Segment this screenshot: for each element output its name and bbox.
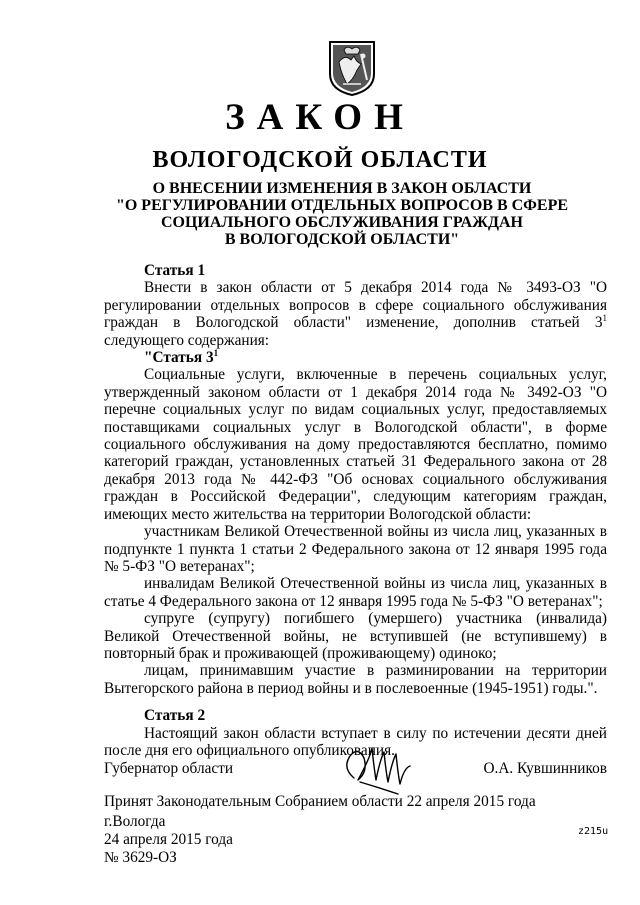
document-type-title: ЗАКОН [225,97,415,138]
adoption-details [104,793,536,867]
signatory-position: Губернатор области [104,760,234,777]
law-subtitle [112,180,572,248]
handwritten-signature [340,738,420,796]
document-code: z215u [578,826,609,837]
paragraph: лицам, принимавшим участие в разминировании на территории Вытегорского района в период войны и в послевоенные (1945-1951) годы.". [104,662,607,697]
article-2-text: Настоящий закон области вступает в силу по истечении десяти дней после дня его официального опубликования. [104,724,607,759]
subtitle-line: "О РЕГУЛИРОВАНИИ ОТДЕЛЬНЫХ ВОПРОСОВ В СФЕРЕ [115,197,569,214]
law-number: № 3629-ОЗ [104,849,177,866]
region-title: ВОЛОГОДСКОЙ ОБЛАСТИ [152,147,488,173]
signing-date: 24 апреля 2015 года [104,831,233,848]
subtitle-line: О ВНЕСЕНИИ ИЗМЕНЕНИЯ В ЗАКОН ОБЛАСТИ [152,180,532,197]
law-body [104,262,607,759]
adoption-statement: Принят Законодательным Собранием области 22 апреля 2015 года [104,793,536,810]
paragraph: супруге (супругу) погибшего (умершего) участника (инвалида) Великой Отечественной войны, не вступившей (не вступившему) в повторный брак и проживающей (проживающему) одиноко; [104,610,607,662]
city: г.Вологда [104,813,166,830]
coat-of-arms-emblem [327,40,377,96]
article-2-heading: Статья 2 [144,707,206,725]
paragraph: участникам Великой Отечественной войны из числа лиц, указанных в подпункте 1 пункта 1 статьи 2 Федерального закона от 12 января 1995 года № 5-ФЗ "О ветеранах"; [104,523,607,575]
paragraph: Социальные услуги, включенные в перечень социальных услуг, утвержденный законом области от 1 декабря 2014 года № 3492-ОЗ "О перечне социальных услуг по видам социальных услуг, предоставляемых поставщиками социальных услуг в Вологодской области", в форме социального обслуживания на дому предоставляются бесплатно, помимо категорий граждан, установленных статьей 31 Федерального закона от 28 декабря 2013 года № 442-ФЗ "Об основах социального обслуживания граждан в Российской Федерации", следующим категориям граждан, имеющих место жительства на территории Вологодской области: [104,366,607,523]
subtitle-line: В ВОЛОГОДСКОЙ ОБЛАСТИ" [224,231,460,248]
article-1-intro: Внести в закон области от 5 декабря 2014 года № 3493-ОЗ "О регулировании отдельных вопросов в сфере социального обслуживания граждан в Вологодской области" изменение, дополнив статьей $3^1$ следующего содержания: [104,279,607,349]
signatory-name: О.А. Кувшинников [483,760,607,777]
inserted-article-heading: "Статья $3^1$ [144,348,219,367]
paragraph: инвалидам Великой Отечественной войны из числа лиц, указанных в статье 4 Федерального закона от 12 января 1995 года № 5-ФЗ "О ветеранах"; [104,575,607,610]
article-1-heading: Статья 1 [144,262,206,279]
subtitle-line: СОЦИАЛЬНОГО ОБСЛУЖИВАНИЯ ГРАЖДАН [160,214,523,231]
